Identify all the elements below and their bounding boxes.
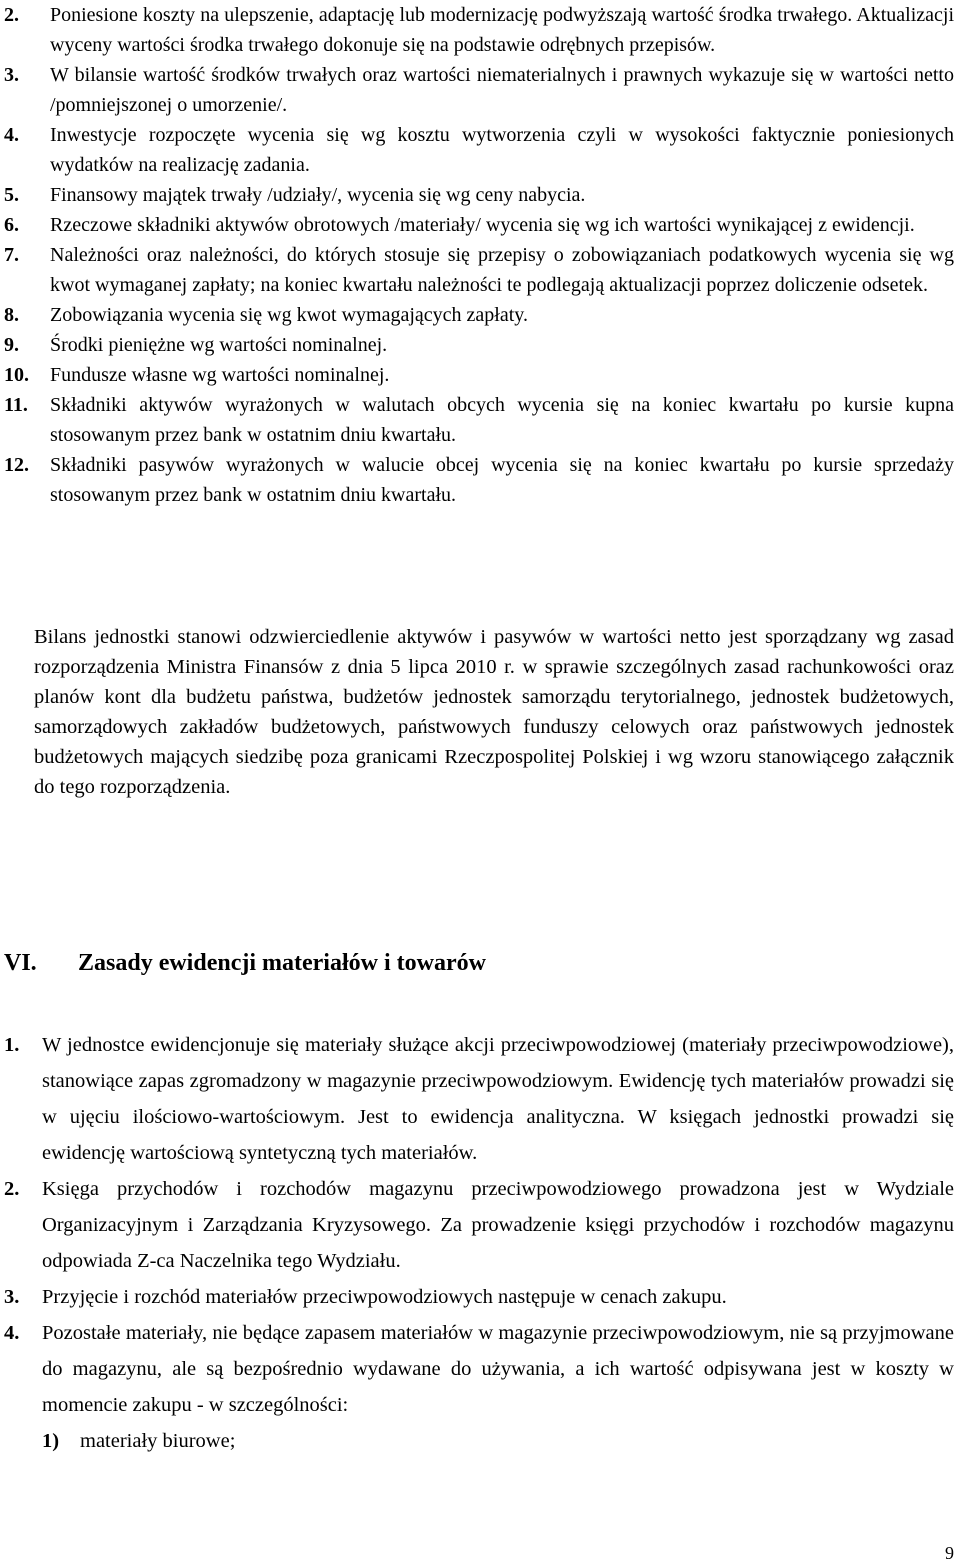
materials-rules-list [0,1027,960,1459]
list-item [0,450,960,510]
sub-item-number: 1) [42,1430,60,1452]
list-item [0,330,960,360]
sub-list-item [0,1423,960,1459]
item-text: Pozostałe materiały, nie będące zapasem materiałów w magazynie przeciwpowodziowym, nie są przyjmowane do magazynu, ale są bezpośrednio wydawane do używania, a ich wartość odpisywana jest w koszty w momencie zakupu - w szczególności: [42,1322,954,1416]
list-item [0,1279,960,1315]
sub-item-text: materiały biurowe; [80,1430,236,1452]
list-item [0,180,960,210]
item-number: 8. [4,304,19,326]
list-item [0,1315,960,1423]
item-number: 4. [4,1322,20,1344]
list-item [0,0,960,60]
item-text: Finansowy majątek trwały /udziały/, wycenia się wg ceny nabycia. [50,184,586,206]
list-item [0,300,960,330]
list-item [0,240,960,300]
item-text: Środki pieniężne wg wartości nominalnej. [50,334,388,356]
item-number: 4. [4,124,19,146]
item-number: 7. [4,244,19,266]
item-text: Zobowiązania wycenia się wg kwot wymagających zapłaty. [50,304,528,326]
item-number: 6. [4,214,19,236]
item-number: 11. [4,394,28,416]
item-text: Poniesione koszty na ulepszenie, adaptację lub modernizację podwyższają wartość środka trwałego. Aktualizacji wyceny wartości środka trwałego dokonuje się na podstawie odrębnych przepisów. [50,4,954,56]
valuation-rules-list [0,0,960,510]
item-number: 3. [4,1286,20,1308]
item-number: 12. [4,454,29,476]
item-number: 2. [4,1178,20,1200]
item-text: Inwestycje rozpoczęte wycenia się wg kosztu wytworzenia czyli w wysokości faktycznie poniesionych wydatków na realizację zadania. [50,124,954,176]
item-text: W bilansie wartość środków trwałych oraz wartości niematerialnych i prawnych wykazuje się w wartości netto /pomniejszonej o umorzenie/. [50,64,954,116]
item-text: Rzeczowe składniki aktywów obrotowych /materiały/ wycenia się wg ich wartości wynikającej z ewidencji. [50,214,915,236]
item-text: Księga przychodów i rozchodów magazynu przeciwpowodziowego prowadzona jest w Wydziale Organizacyjnym i Zarządzania Kryzysowego. Za prowadzenie księgi przychodów i rozchodów magazynu odpowiada Z-ca Naczelnika tego Wydziału. [42,1178,954,1272]
item-text: Należności oraz należności, do których stosuje się przepisy o zobowiązaniach podatkowych wycenia się wg kwot wymaganej zapłaty; na koniec kwartału należności te podlegają aktualizacji poprzez doliczenie odsetek. [50,244,954,296]
item-number: 2. [4,4,19,26]
item-number: 9. [4,334,19,356]
item-text: Przyjęcie i rozchód materiałów przeciwpowodziowych następuje w cenach zakupu. [42,1286,727,1308]
balance-sheet-paragraph: Bilans jednostki stanowi odzwierciedlenie aktywów i pasywów w wartości netto jest sporządzany wg zasad rozporządzenia Ministra Finansów z dnia 5 lipca 2010 r. w sprawie szczególnych zasad rachunkowości oraz planów kont dla budżetu państwa, budżetów jednostek samorządu terytorialnego, jednostek budżetowych, samorządowych zakładów budżetowych, państwowych funduszy celowych oraz państwowych jednostek budżetowych mających siedzibę poza granicami Rzeczpospolitej Polskiej i wg wzoru stanowiącego załącznik do tego rozporządzenia. [34,626,954,798]
item-number: 5. [4,184,19,206]
item-number: 3. [4,64,19,86]
list-item [0,120,960,180]
section-heading [4,950,486,977]
section-number: VI. [4,950,37,976]
list-item [0,1027,960,1171]
list-item [0,210,960,240]
page-number: 9 [945,1543,954,1563]
list-item [0,360,960,390]
section-title: Zasady ewidencji materiałów i towarów [78,950,486,976]
item-text: Składniki pasywów wyrażonych w walucie obcej wycenia się na koniec kwartału po kursie sprzedaży stosowanym przez bank w ostatnim dniu kwartału. [50,454,954,506]
list-item [0,1171,960,1279]
item-number: 1. [4,1034,20,1056]
list-item [0,390,960,450]
item-text: Składniki aktywów wyrażonych w walutach obcych wycenia się na koniec kwartału po kursie kupna stosowanym przez bank w ostatnim dniu kwartału. [50,394,954,446]
item-text: W jednostce ewidencjonuje się materiały służące akcji przeciwpowodziowej (materiały przeciwpowodziowe), stanowiące zapas zgromadzony w magazynie przeciwpowodziowym. Ewidencję tych materiałów prowadzi się w ujęciu ilościowo-wartościowym. Jest to ewidencja analityczna. W księgach jednostki prowadzi się ewidencję wartościową syntetyczną tych materiałów. [42,1034,954,1164]
item-text: Fundusze własne wg wartości nominalnej. [50,364,390,386]
list-item [0,60,960,120]
item-number: 10. [4,364,29,386]
